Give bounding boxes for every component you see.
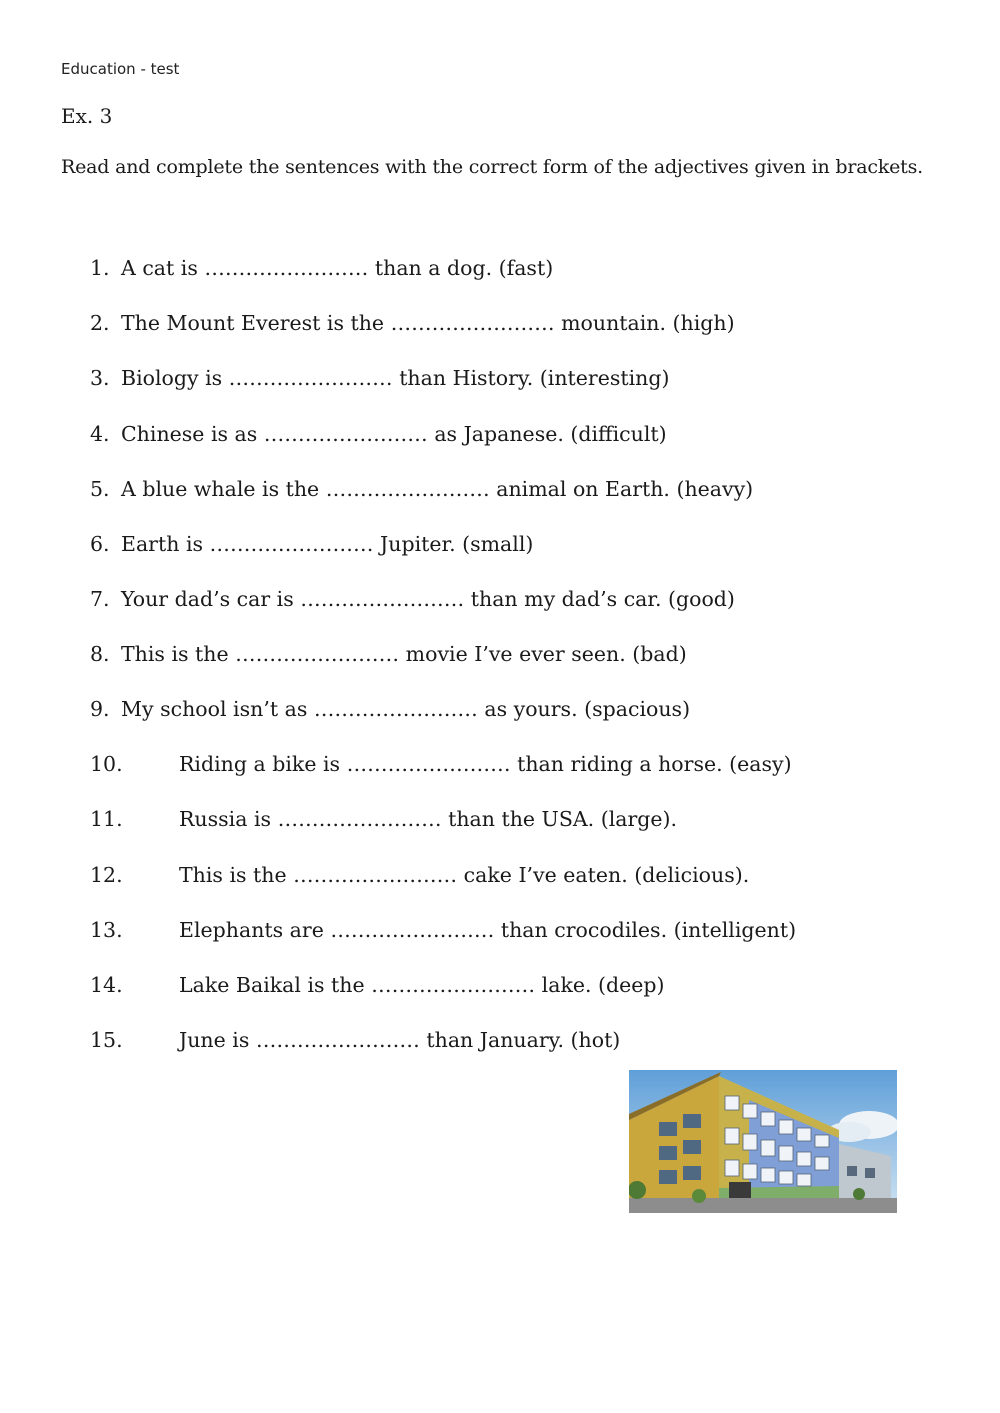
item-number: 5. xyxy=(90,477,110,501)
document-header: Education - test xyxy=(61,60,180,78)
tree xyxy=(692,1189,706,1203)
item-sentence: A blue whale is the …………………… animal on Earth. (heavy) xyxy=(121,477,754,501)
item-number: 7. xyxy=(90,587,110,611)
item-sentence: Riding a bike is …………………… than riding a horse. (easy) xyxy=(179,752,792,776)
item-sentence: June is …………………… than January. (hot) xyxy=(179,1028,621,1052)
exercise-item xyxy=(90,639,687,669)
item-sentence: A cat is …………………… than a dog. (fast) xyxy=(121,256,554,280)
exercise-item xyxy=(90,474,753,504)
exercise-item xyxy=(90,363,670,393)
item-sentence: My school isn’t as …………………… as yours. (spacious) xyxy=(121,697,691,721)
annex-window xyxy=(847,1166,857,1176)
exercise-item xyxy=(90,308,735,338)
item-sentence: Lake Baikal is the …………………… lake. (deep) xyxy=(179,973,665,997)
item-sentence: This is the …………………… movie I’ve ever seen. (bad) xyxy=(121,642,687,666)
item-number: 9. xyxy=(90,697,110,721)
item-number: 4. xyxy=(90,422,110,446)
tree xyxy=(853,1188,865,1200)
item-sentence: The Mount Everest is the …………………… mountain. (high) xyxy=(121,311,735,335)
exercise-item xyxy=(90,529,533,559)
item-number: 14. xyxy=(90,973,123,997)
item-sentence: Biology is …………………… than History. (interesting) xyxy=(121,366,670,390)
street xyxy=(629,1198,897,1213)
item-number: 1. xyxy=(90,256,110,280)
exercise-item xyxy=(90,860,749,890)
item-number: 12. xyxy=(90,863,123,887)
item-sentence: Chinese is as …………………… as Japanese. (difficult) xyxy=(121,422,667,446)
item-number: 11. xyxy=(90,807,123,831)
exercise-item xyxy=(90,419,667,449)
exercise-item xyxy=(90,1025,620,1055)
exercise-item xyxy=(90,915,796,945)
item-sentence: Earth is …………………… Jupiter. (small) xyxy=(121,532,534,556)
item-sentence: Your dad’s car is …………………… than my dad’s car. (good) xyxy=(121,587,735,611)
item-number: 15. xyxy=(90,1028,123,1052)
exercise-item xyxy=(90,253,553,283)
item-number: 2. xyxy=(90,311,110,335)
exercise-item xyxy=(90,749,792,779)
item-number: 10. xyxy=(90,752,123,776)
exercise-item xyxy=(90,694,690,724)
item-number: 8. xyxy=(90,642,110,666)
school-building-photo xyxy=(629,1070,897,1213)
item-number: 6. xyxy=(90,532,110,556)
item-sentence: This is the …………………… cake I’ve eaten. (delicious). xyxy=(179,863,750,887)
exercise-item xyxy=(90,970,665,1000)
exercise-item xyxy=(90,584,735,614)
annex-window xyxy=(865,1168,875,1178)
exercise-item xyxy=(90,804,677,834)
item-number: 13. xyxy=(90,918,123,942)
exercise-instruction: Read and complete the sentences with the correct form of the adjectives given in brackets. xyxy=(61,156,924,178)
exercise-label: Ex. 3 xyxy=(61,104,113,128)
item-number: 3. xyxy=(90,366,110,390)
item-sentence: Russia is …………………… than the USA. (large). xyxy=(179,807,678,831)
item-sentence: Elephants are …………………… than crocodiles. (intelligent) xyxy=(179,918,797,942)
